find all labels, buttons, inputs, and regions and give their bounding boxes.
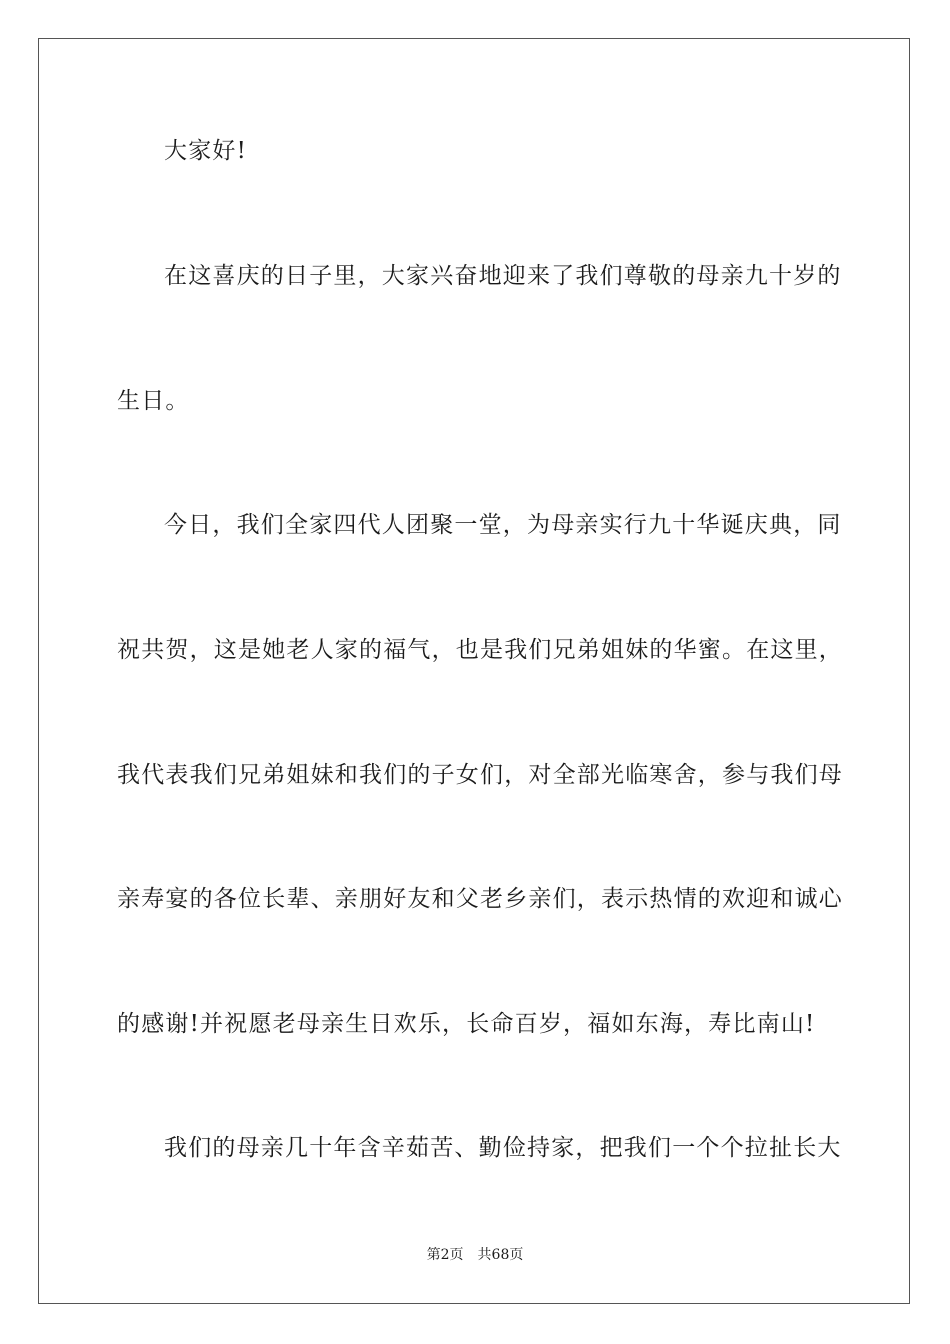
text-line: 在这喜庆的日子里，大家兴奋地迎来了我们尊敬的母亲九十岁的 [164, 263, 842, 289]
text-line: 祝共贺，这是她老人家的福气，也是我们兄弟姐妹的华蜜。在这里， [117, 637, 843, 663]
text-line: 我们的母亲几十年含辛茹苦、勤俭持家，把我们一个个拉扯长大 [164, 1135, 842, 1161]
text-line: 亲寿宴的各位长辈、亲朋好友和父老乡亲们，表示热情的欢迎和诚心 [117, 886, 843, 912]
page-number-footer: 第2页 共68页 [426, 1247, 524, 1263]
text-line-greeting: 大家好! [164, 138, 248, 164]
page-border [38, 38, 910, 1304]
text-line: 生日。 [117, 388, 190, 414]
text-line: 的感谢!并祝愿老母亲生日欢乐，长命百岁，福如东海，寿比南山! [117, 1011, 816, 1037]
text-line: 今日，我们全家四代人团聚一堂，为母亲实行九十华诞庆典，同 [164, 512, 842, 538]
text-line: 我代表我们兄弟姐妹和我们的子女们，对全部光临寒舍，参与我们母 [117, 762, 843, 788]
